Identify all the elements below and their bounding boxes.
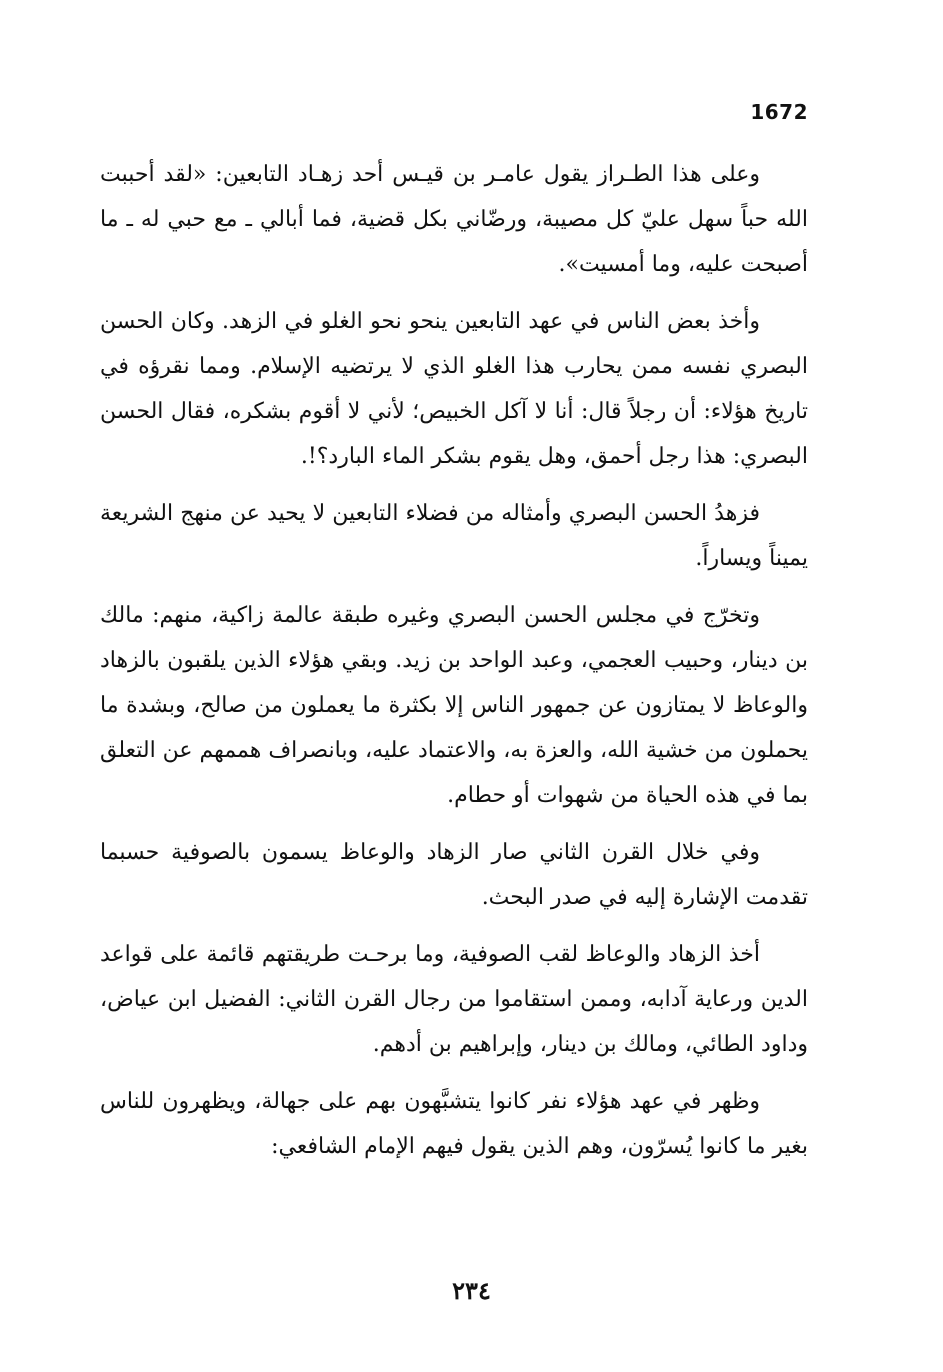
page-id: 1672 bbox=[750, 100, 808, 124]
body-text bbox=[100, 152, 808, 1181]
paragraph-6: أخذ الزهاد والوعاظ لقب الصوفية، وما برحـت طريقتهم قائمة على قواعد الدين ورعاية آدابه، وممن استقاموا من رجال القرن الثاني: الفضيل ابن عياض، وداود الطائي، ومالك بن دينار، وإبراهيم بن أدهم. bbox=[100, 942, 808, 1057]
page-number: ٢٣٤ bbox=[452, 1276, 491, 1305]
paragraph-2: وأخذ بعض الناس في عهد التابعين ينحو نحو الغلو في الزهد. وكان الحسن البصري نفسه ممن يحارب هذا الغلو الذي لا يرتضيه الإسلام. ومما نقرؤه في تاريخ هؤلاء: أن رجلاً قال: أنا لا آكل الخبيص؛ لأني لا أقوم بشكره، فقال الحسن البصري: هذا رجل أحمق، وهل يقوم بشكر الماء البارد؟!. bbox=[100, 309, 808, 469]
paragraph-1: وعلى هذا الطـراز يقول عامـر بن قيـس أحد زهـاد التابعين: «لقد أحببت الله حباً سهل عليّ كل مصيبة، ورضّاني بكل قضية، فما أبالي ـ مع حبي له ـ ما أصبحت عليه، وما أمسيت». bbox=[100, 162, 808, 277]
paragraph-3: فزهدُ الحسن البصري وأمثاله من فضلاء التابعين لا يحيد عن منهج الشريعة يميناً ويساراً. bbox=[100, 501, 808, 571]
paragraph-5: وفي خلال القرن الثاني صار الزهاد والوعاظ يسمون بالصوفية حسبما تقدمت الإشارة إليه في صدر البحث. bbox=[100, 840, 808, 910]
paragraph-7: وظهر في عهد هؤلاء نفر كانوا يتشبَّهون بهم على جهالة، ويظهرون للناس بغير ما كانوا يُسرّون، وهم الذين يقول فيهم الإمام الشافعي: bbox=[100, 1089, 808, 1159]
paragraph-4: وتخرّج في مجلس الحسن البصري وغيره طبقة عالمة زاكية، منهم: مالك بن دينار، وحبيب العجمي، وعبد الواحد بن زيد. وبقي هؤلاء الذين يلقبون بالزهاد والوعاظ لا يمتازون عن جمهور الناس إلا بكثرة ما يعملون من صالح، وبشدة ما يحملون من خشية الله، والعزة به، والاعتماد عليه، وبانصراف هممهم عن التعلق بما في هذه الحياة من شهوات أو حطام. bbox=[99, 603, 808, 808]
